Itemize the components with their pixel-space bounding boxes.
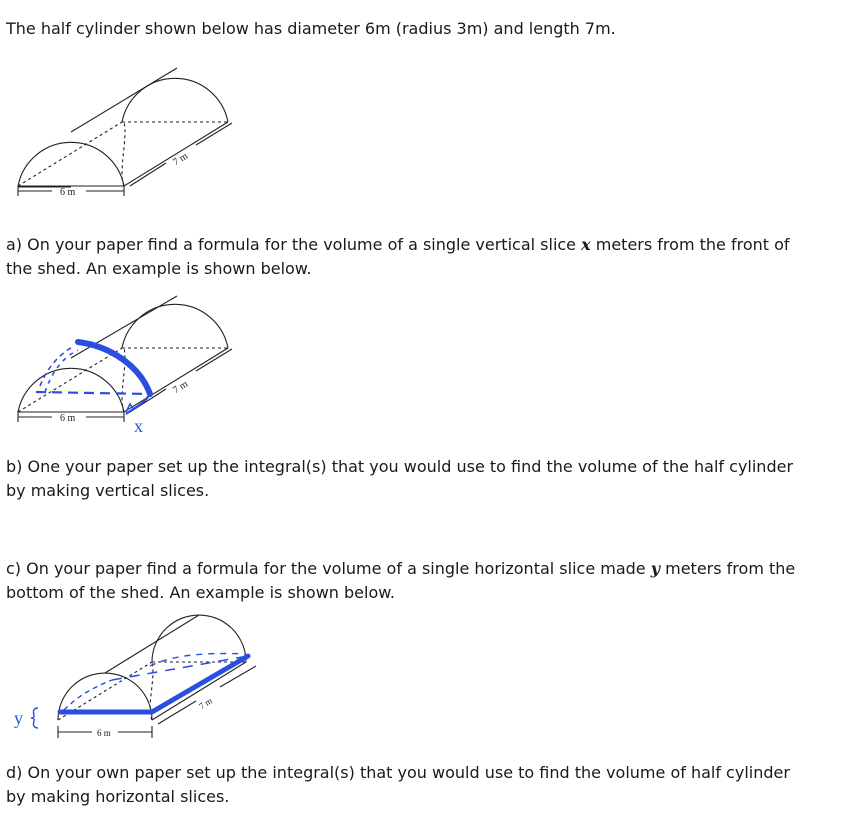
part-a-text: a) On your paper find a formula for the volume of a single vertical slice x meters from the front of the shed. An example is shown below. bbox=[6, 235, 790, 278]
length-label: 7 m bbox=[171, 150, 190, 169]
half-cylinder-figure bbox=[0, 60, 250, 205]
part-b-text: b) One your paper set up the integral(s) that you would use to find the volume of the half cylinder by making vertical slices. bbox=[6, 457, 794, 500]
hand-y-label: y bbox=[14, 708, 23, 728]
hand-x-label: x bbox=[134, 416, 143, 436]
vertical-slice-figure bbox=[0, 286, 250, 436]
length-label: 7 m bbox=[197, 695, 215, 712]
front-arc bbox=[18, 142, 124, 186]
length-label: 7 m bbox=[171, 378, 190, 397]
horizontal-slice-figure bbox=[0, 612, 270, 744]
diameter-label: 6 m bbox=[60, 187, 76, 198]
diameter-label: 6 m bbox=[60, 413, 76, 424]
part-d-text: d) On your own paper set up the integral(s) that you would use to find the volume of half cylinder by making horizontal slices. bbox=[6, 763, 790, 806]
brace-icon bbox=[31, 708, 38, 728]
intro-text: The half cylinder shown below has diameter 6m (radius 3m) and length 7m. bbox=[6, 19, 616, 38]
part-c-text: c) On your paper find a formula for the volume of a single horizontal slice made y meters from the bottom of the shed. An example is shown below. bbox=[6, 559, 796, 602]
blue-slice-annotation bbox=[36, 342, 150, 414]
back-arc bbox=[122, 78, 228, 122]
diameter-label: 6 m bbox=[97, 728, 111, 738]
